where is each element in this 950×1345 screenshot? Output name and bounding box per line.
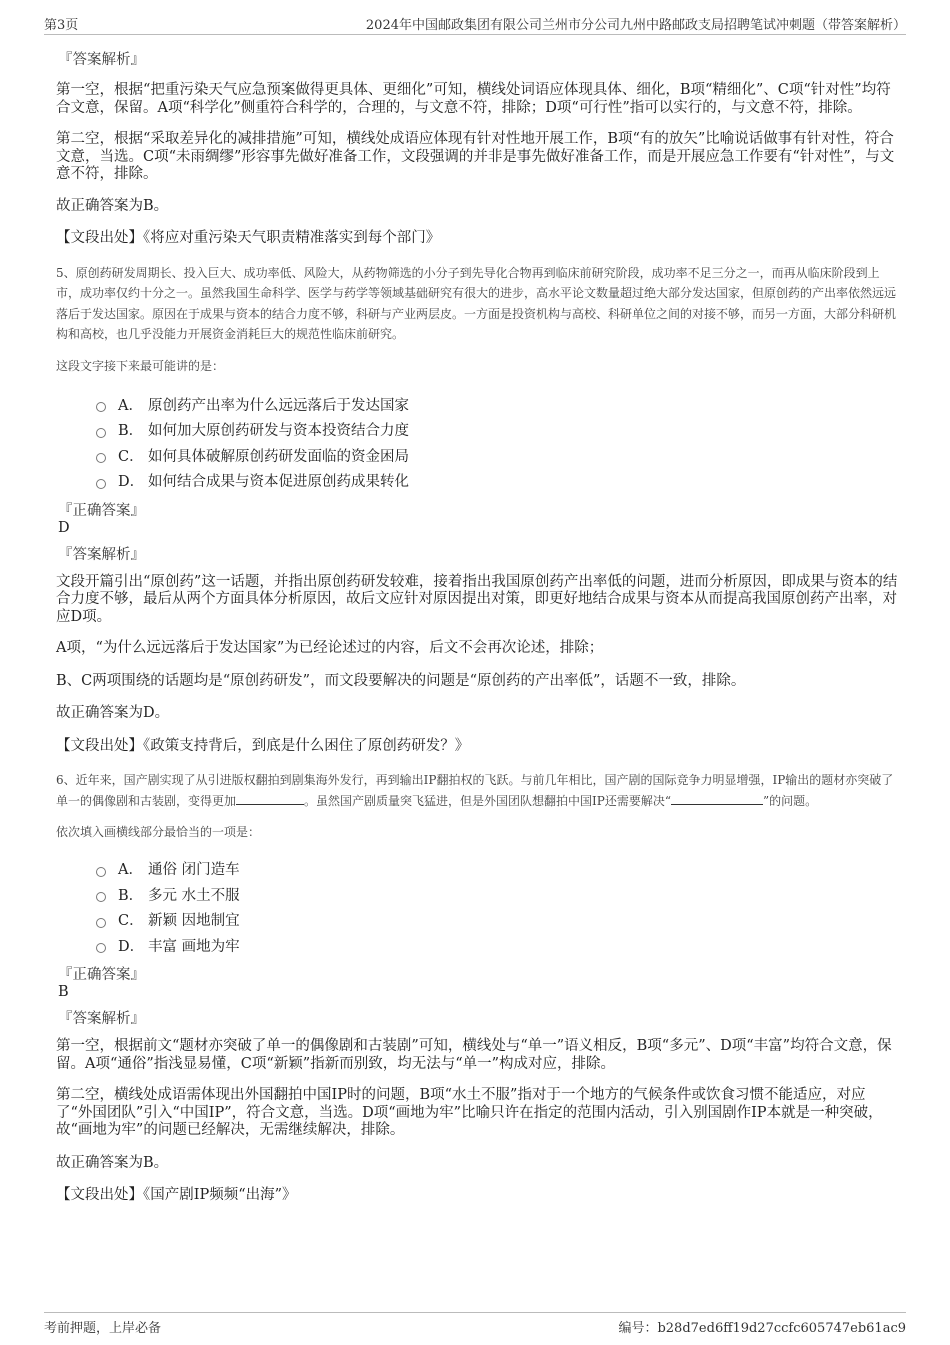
radio-button-icon[interactable] [96,402,106,412]
radio-button-icon[interactable] [96,428,106,438]
q5-analysis-tag: 『答案解析』 [58,546,145,563]
q6-option-d[interactable] [96,933,900,959]
q6-answer: B [58,984,69,1000]
radio-button-icon[interactable] [96,943,106,953]
q6-prompt: 依次填入画横线部分最恰当的一项是： [56,825,261,839]
q5-option-a[interactable] [96,392,900,418]
q5-question-text: 5、原创药研发周期长、投入巨大、成功率低、风险大，从药物筛选的小分子到先导化合物再到临床前研究阶段，成功率不足三分之一，而再从临床阶段到上市，成功率仅约十分之一。虽然我国生命科学、医学与药学等领域基础研究有很大的进步，高水平论文数量超过绝大部分发达国家，但原创药的产出率依然远远落后于发达国家。原因在于成果与资本的结合力度不够，科研与产业两层皮。一方面是投资机构与高校、科研单位之间的对接不够，而另一方面，大部分科研机构和高校，也几乎没能力开展资金消耗巨大的规范性临床前研究。 [56,265,897,341]
option-text: 如何加大原创药研发与资本投资结合力度 [148,423,409,440]
q5-options [56,392,900,494]
radio-button-icon[interactable] [96,892,106,902]
q6-source: 【文段出处】《国产剧IP频频“出海”》 [56,1187,297,1203]
q6-question-text [56,770,900,811]
page-footer [44,1312,906,1335]
radio-button-icon[interactable] [96,479,106,489]
blank-line-2 [671,792,763,805]
option-text: 丰富 画地为牢 [148,938,240,955]
q5-conclusion: 故正确答案为D。 [56,705,170,721]
q6-text-part-c: ”的问题。 [762,793,818,808]
q6-analysis-p2: 第二空，横线处成语需体现出外国翻拍中国IP时的问题，B项“水土不服”指对于一个地方的气候条件或饮食习惯不能适应，对应了“外国团队”引入“中国IP”，符合文意，当选。D项“画地为牢”比喻只许在指定的范围内活动，引入别国剧作IP本就是一种突破，故“画地为牢”的问题已经解决，无需继续解决，排除。 [56,1087,883,1138]
option-text: 原创药产出率为什么远远落后于发达国家 [148,397,409,414]
q5-option-b[interactable] [96,417,900,443]
q5-answer: D [58,519,70,536]
q5-analysis-p3: B、C两项围绕的话题均是“原创药研发”，而文段要解决的问题是“原创药的产出率低”，话题不一致，排除。 [56,672,746,689]
q5-answer-tag: 『正确答案』 [58,502,145,519]
option-letter: B． [118,423,144,440]
blank-line-1 [236,792,304,805]
q6-answer-tag: 『正确答案』 [58,967,145,983]
q5-analysis-p2: A项，“为什么远远落后于发达国家”为已经论述过的内容，后文不会再次论述，排除； [56,640,604,656]
option-letter: C． [118,448,144,465]
radio-button-icon[interactable] [96,867,106,877]
q5-source: 【文段出处】《政策支持背后，到底是什么困住了原创药研发？》 [56,737,470,754]
page-header [44,12,906,35]
option-letter: A． [118,397,143,414]
radio-button-icon[interactable] [96,453,106,463]
document-title: 2024年中国邮政集团有限公司兰州市分公司九州中路邮政支局招聘笔试冲刺题（带答案解析） [365,18,906,33]
page-number: 第3页 [44,18,79,33]
option-letter: B． [118,887,144,904]
q5-prompt: 这段文字接下来最可能讲的是： [56,358,225,373]
option-letter: D． [118,938,145,955]
q6-analysis-p1: 第一空，根据前文“题材亦突破了单一的偶像剧和古装剧”可知，横线处与“单一”语义相反，B项“多元”、D项“丰富”均符合文意，保留。A项“通俗”指浅显易懂，C项“新颖”指新而别致，均无法与“单一”构成对应，排除。 [56,1038,892,1072]
q4-conclusion: 故正确答案为B。 [56,197,169,214]
option-text: 通俗 闭门造车 [148,862,240,879]
q6-option-b[interactable] [96,882,900,908]
option-text: 新颖 因地制宜 [148,913,240,930]
q6-options [56,856,900,958]
option-letter: D． [118,474,145,491]
q4-analysis-p1: 第一空，根据“把重污染天气应急预案做得更具体、更细化”可知，横线处词语应体现具体、细化，B项“精细化”、C项“针对性”均符合文意，保留。A项“科学化”侧重符合科学的，合理的，与文意不符，排除；D项“可行性”指可以实行的，与文意不符，排除。 [56,82,891,116]
q5-option-c[interactable] [96,443,900,469]
q6-text-part-b: 。虽然国产剧质量突飞猛进，但是外国团队想翻拍中国IP还需要解决“ [304,793,671,808]
option-text: 多元 水土不服 [148,887,240,904]
footer-slogan: 考前押题，上岸必备 [44,1321,162,1336]
q4-source: 【文段出处】《将应对重污染天气职责精准落实到每个部门》 [56,230,441,246]
page-content [56,46,900,1205]
option-letter: A． [118,862,143,879]
q6-option-c[interactable] [96,907,900,933]
document-id: 编号：b28d7ed6ff19d27ccfc605747eb61ac9 [618,1321,906,1336]
q6-analysis-tag: 『答案解析』 [58,1011,145,1027]
option-text: 如何具体破解原创药研发面临的资金困局 [148,448,409,465]
q4-analysis-tag: 『答案解析』 [58,52,145,68]
radio-button-icon[interactable] [96,918,106,928]
q6-option-a[interactable] [96,856,900,882]
option-letter: C． [118,913,144,930]
q5-analysis-p1: 文段开篇引出“原创药”这一话题，并指出原创药研发较难，接着指出我国原创药产出率低的问题，进而分析原因，即成果与资本的结合力度不够，最后从两个方面具体分析原因，故后文应针对原因提出对策，即更好地结合成果与资本从而提高我国原创药产出率，对应D项。 [56,573,898,625]
q6-text-part-a: 6、近年来，国产剧实现了从引进版权翻拍到剧集海外发行，再到输出IP翻拍权的飞跃。与前几年相比，国产剧的国际竞争力明显增强，IP输出的题材亦突破了单一的偶像剧和古装剧，变得更加 [56,773,894,808]
option-text: 如何结合成果与资本促进原创药成果转化 [148,474,409,491]
q4-analysis-p2: 第二空，根据“采取差异化的减排措施”可知，横线处成语应体现有针对性地开展工作，B项“有的放矢”比喻说话做事有针对性，符合文意，当选。C项“未雨绸缪”形容事先做好准备工作，文段强调的并非是事先做好准备工作，而是开展应急工作要有“针对性”，与文意不符，排除。 [56,131,895,182]
q5-option-d[interactable] [96,468,900,494]
q6-conclusion: 故正确答案为B。 [56,1154,169,1171]
